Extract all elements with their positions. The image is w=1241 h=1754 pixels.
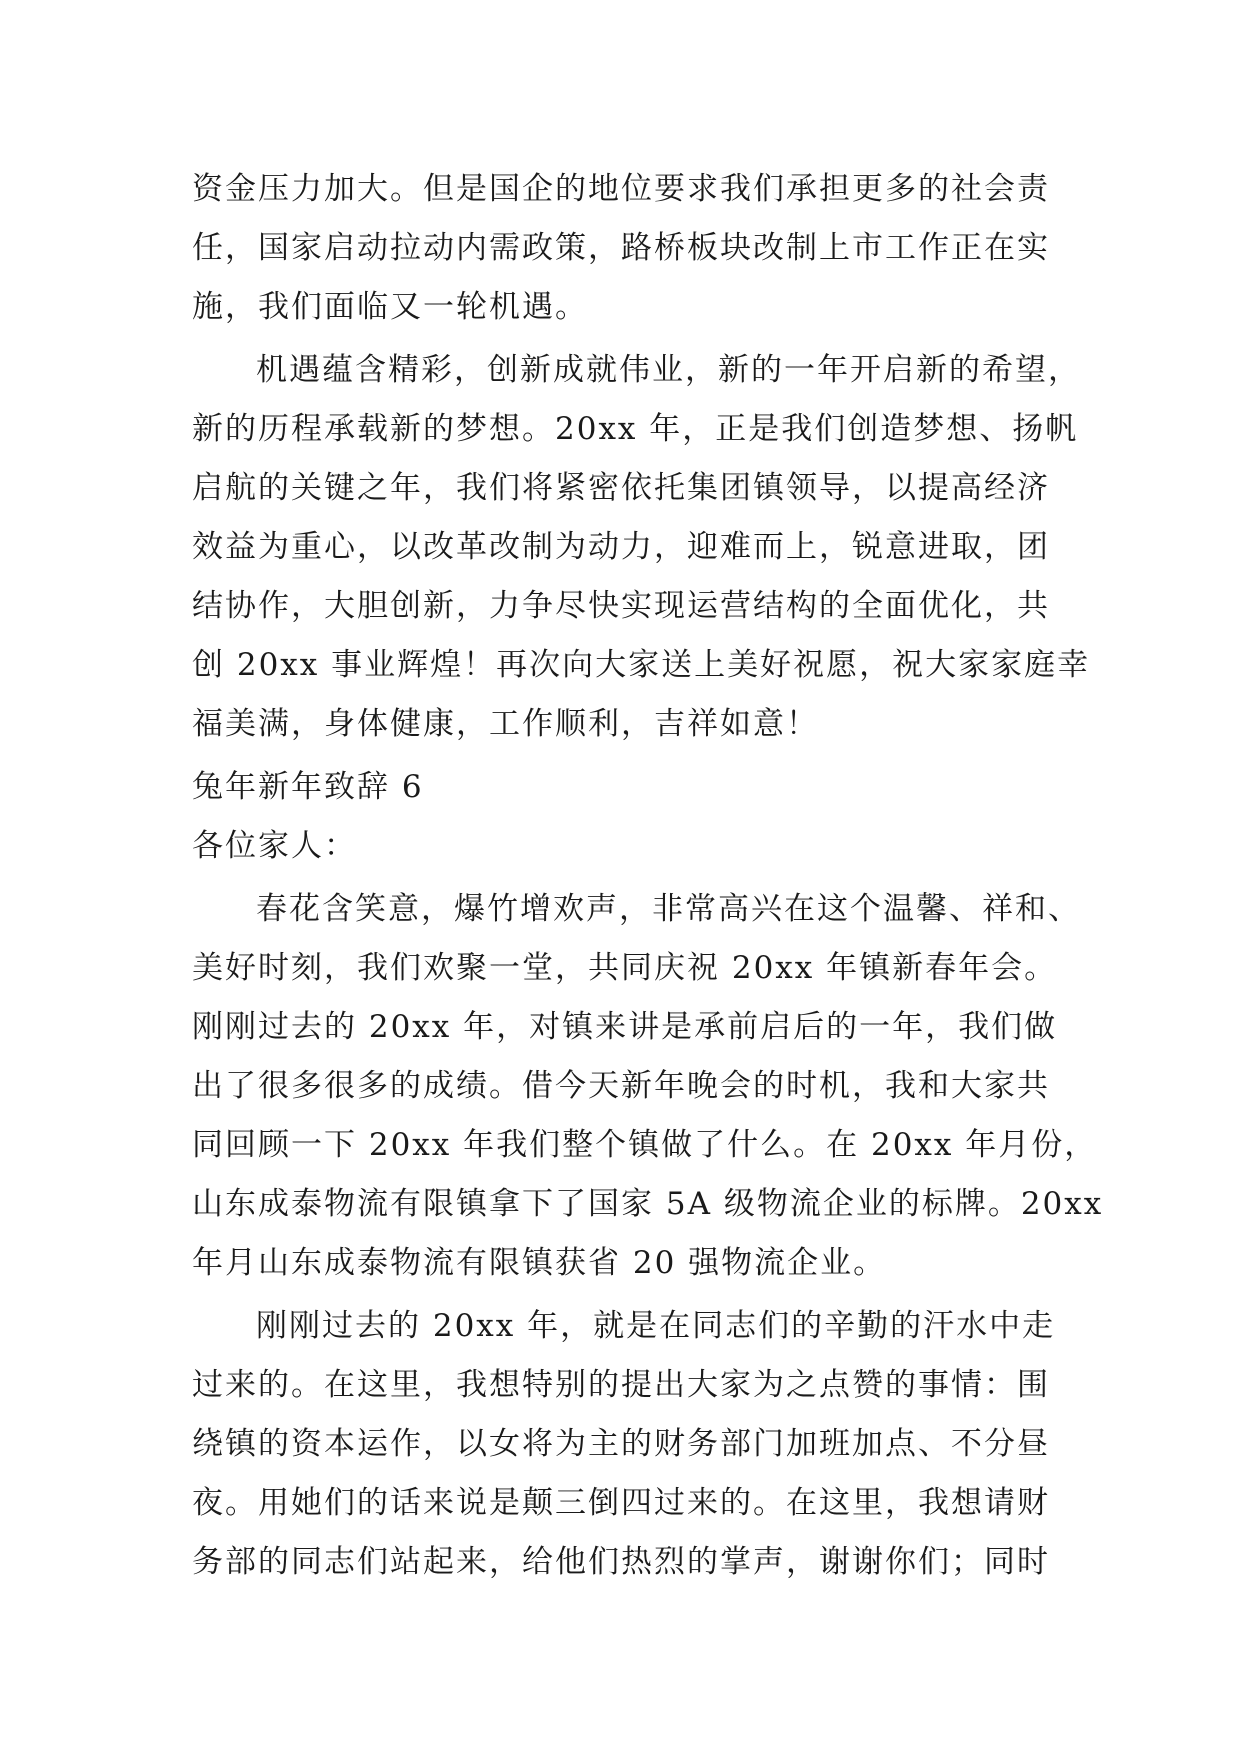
text-line: 施，我们面临又一轮机遇。 xyxy=(192,289,588,325)
section-heading: 兔年新年致辞 6 xyxy=(192,769,424,805)
text-line: 机遇蕴含精彩，创新成就伟业，新的一年开启新的希望， xyxy=(256,352,1081,388)
text-line: 刚刚过去的 20xx 年，对镇来讲是承前启后的一年，我们做 xyxy=(192,1009,1058,1045)
paragraph-spring-festival xyxy=(192,880,1104,1293)
text-line: 福美满，身体健康，工作顺利，吉祥如意！ xyxy=(192,706,819,742)
document-body xyxy=(192,160,1104,1592)
text-line: 同回顾一下 20xx 年我们整个镇做了什么。在 20xx 年月份， xyxy=(192,1127,1098,1163)
text-line: 资金压力加大。但是国企的地位要求我们承担更多的社会责 xyxy=(192,171,1050,207)
paragraph-funding-pressure xyxy=(192,160,1072,337)
text-line: 新的历程承载新的梦想。20xx 年，正是我们创造梦想、扬帆 xyxy=(192,411,1079,447)
text-line: 绕镇的资本运作，以女将为主的财务部门加班加点、不分昼 xyxy=(192,1426,1050,1462)
text-line: 山东成泰物流有限镇拿下了国家 5A 级物流企业的标牌。20xx xyxy=(192,1186,1104,1222)
text-line: 刚刚过去的 20xx 年，就是在同志们的辛勤的汗水中走 xyxy=(256,1308,1056,1344)
text-line: 出了很多很多的成绩。借今天新年晚会的时机，我和大家共 xyxy=(192,1068,1050,1104)
paragraph-opportunity xyxy=(192,341,1091,754)
text-line: 创 20xx 事业辉煌！再次向大家送上美好祝愿，祝大家家庭幸 xyxy=(192,647,1091,683)
text-line: 结协作，大胆创新，力争尽快实现运营结构的全面优化，共 xyxy=(192,588,1050,624)
text-line: 任，国家启动拉动内需政策，路桥板块改制上市工作正在实 xyxy=(192,230,1050,266)
text-line: 过来的。在这里，我想特别的提出大家为之点赞的事情：围 xyxy=(192,1367,1050,1403)
paragraph-finance-department xyxy=(192,1297,1072,1592)
text-line: 美好时刻，我们欢聚一堂，共同庆祝 20xx 年镇新春年会。 xyxy=(192,950,1058,986)
text-line: 年月山东成泰物流有限镇获省 20 强物流企业。 xyxy=(192,1245,887,1281)
text-line: 务部的同志们站起来，给他们热烈的掌声，谢谢你们；同时 xyxy=(192,1544,1050,1580)
salutation: 各位家人： xyxy=(192,828,357,864)
text-line: 春花含笑意，爆竹增欢声，非常高兴在这个温馨、祥和、 xyxy=(256,891,1081,927)
text-line: 夜。用她们的话来说是颠三倒四过来的。在这里，我想请财 xyxy=(192,1485,1050,1521)
text-line: 启航的关键之年，我们将紧密依托集团镇领导，以提高经济 xyxy=(192,470,1050,506)
text-line: 效益为重心，以改革改制为动力，迎难而上，锐意进取，团 xyxy=(192,529,1050,565)
